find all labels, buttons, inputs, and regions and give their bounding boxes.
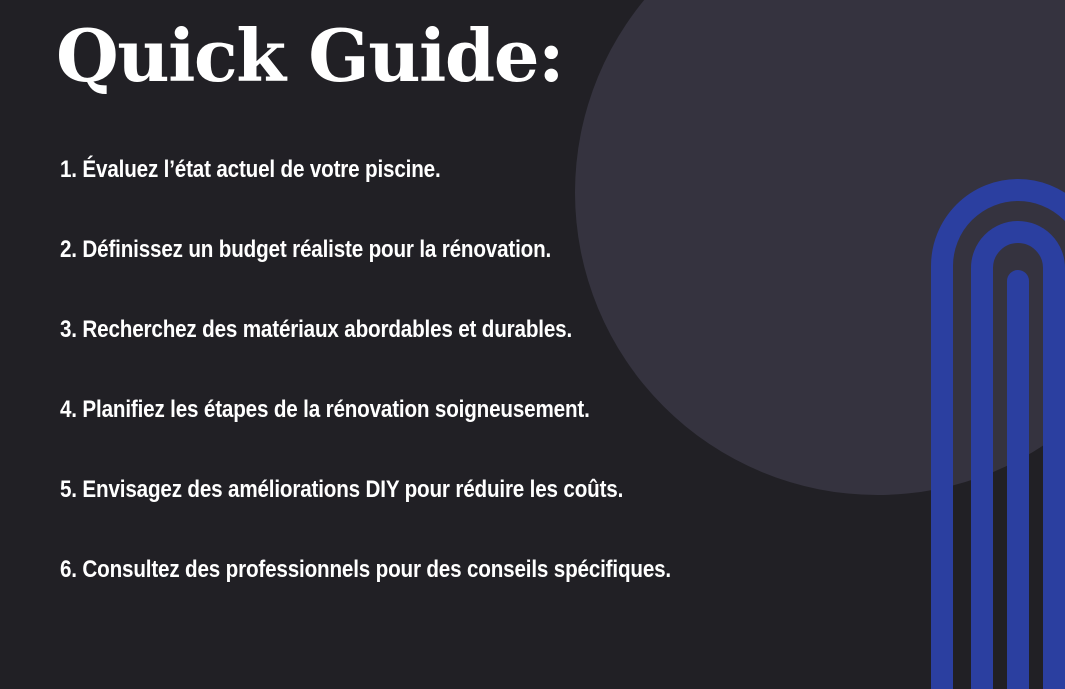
step-item: 5. Envisagez des améliorations DIY pour réduire les coûts.: [60, 476, 624, 503]
page-title: Quick Guide:: [56, 13, 564, 98]
step-item: 3. Recherchez des matériaux abordables et durables.: [60, 316, 573, 343]
step-item: 4. Planifiez les étapes de la rénovation soigneusement.: [60, 396, 590, 423]
steps-list: [60, 150, 770, 630]
step-item: 6. Consultez des professionnels pour des conseils spécifiques.: [60, 556, 672, 583]
step-item: 2. Définissez un budget réaliste pour la rénovation.: [60, 236, 552, 263]
step-item: 1. Évaluez l’état actuel de votre piscine.: [60, 156, 441, 183]
